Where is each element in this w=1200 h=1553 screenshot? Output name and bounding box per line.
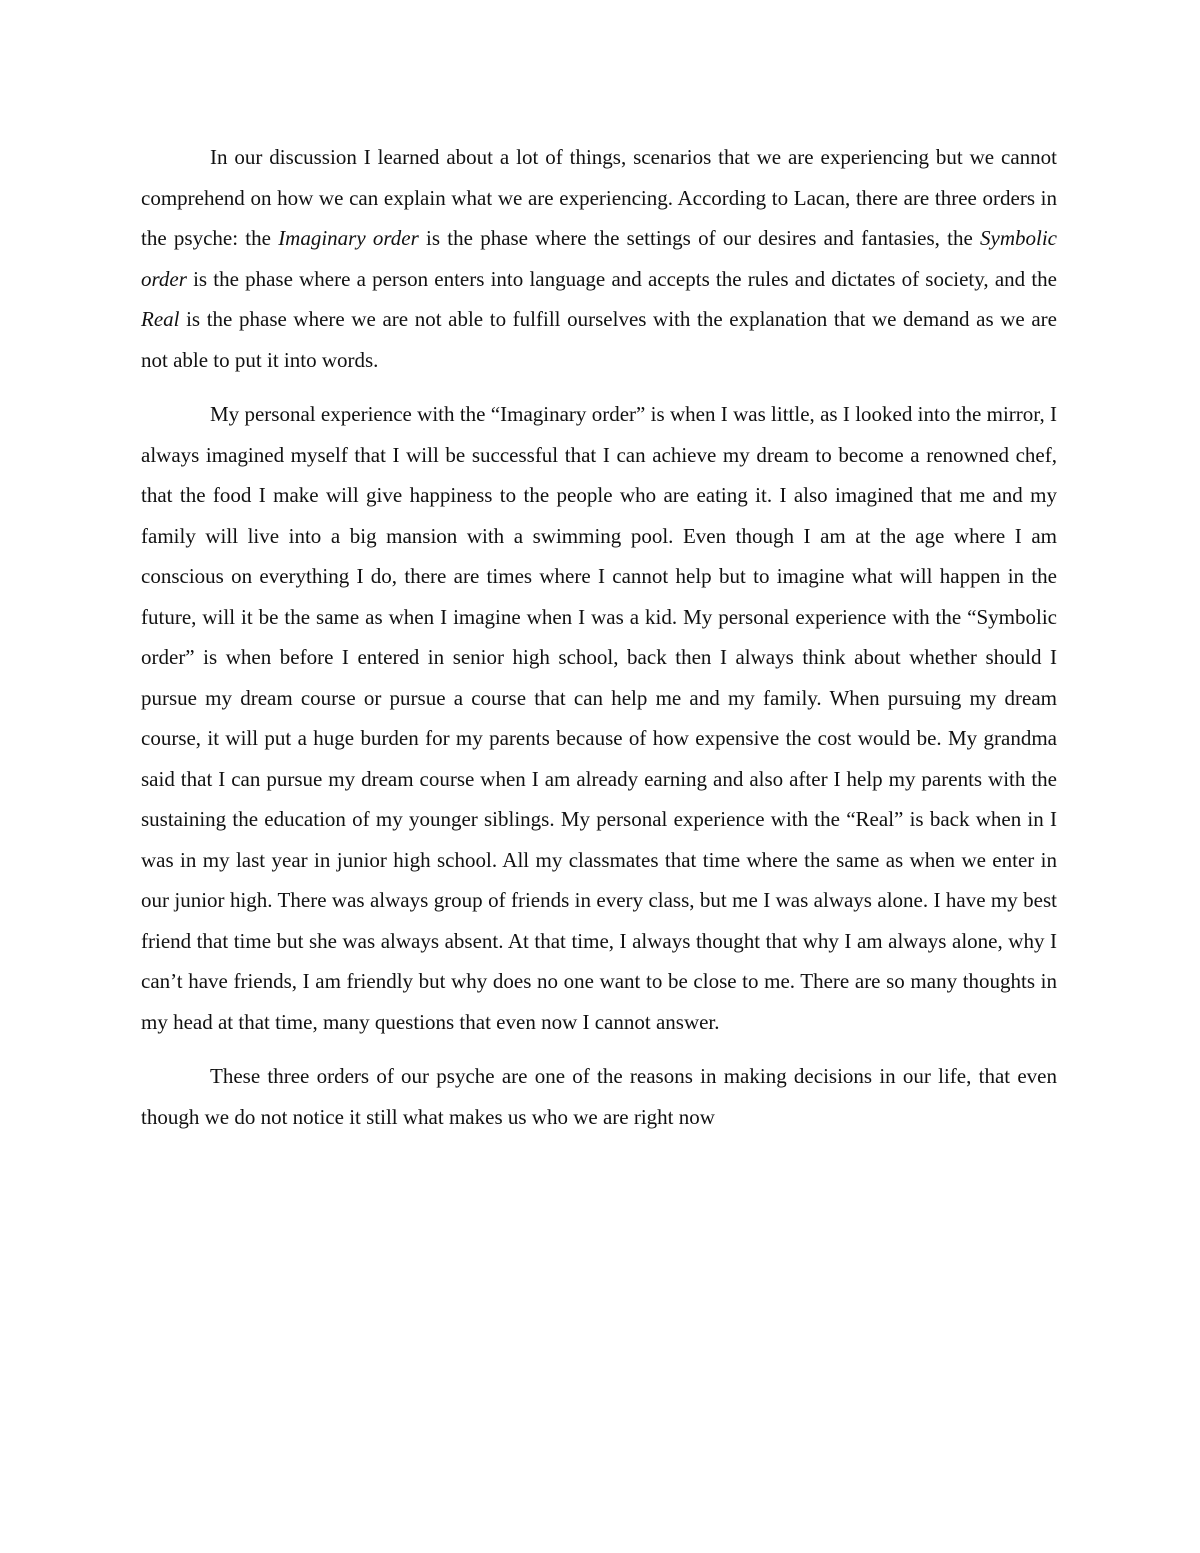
text-segment: My personal experience with the “Imaginary order” is when I was little, as I looked into the mirror, I always imagined myself that I will be successful that I can achieve my dream to become a renowned chef, that the food I make will give happiness to the people who are eating it. I also imagined that me and my family will live into a big mansion with a swimming pool. Even though I am at the age where I am conscious on everything I do, there are times where I cannot help but to imagine what will happen in the future, will it be the same as when I imagine when I was a kid. My personal experience with the “Symbolic order” is when before I entered in senior high school, back then I always think about whether should I pursue my dream course or pursue a course that can help me and my family. When pursuing my dream course, it will put a huge burden for my parents because of how expensive the cost would be. My grandma said that I can pursue my dream course when I am already earning and also after I help my parents with the sustaining the education of my younger siblings. My personal experience with the “Real” is back when in I was in my last year in junior high school. All my classmates that time where the same as when we enter in our junior high. There was always group of friends in every class, but me I was always alone. I have my best friend that time but she was always absent. At that time, I always thought that why I am always alone, why I can’t have friends, I am friendly but why does no one want to be close to me. There are so many thoughts in my head at that time, many questions that even now I cannot answer. [141,402,1057,1034]
text-segment: is the phase where the settings of our desires and fantasies, the [418,226,981,250]
text-segment: These three orders of our psyche are one of the reasons in making decisions in our life, that even though we do not notice it still what makes us who we are right now [141,1064,1057,1129]
italic-term-real: Real [141,307,180,331]
document-body [141,137,1057,1151]
italic-term-imaginary-order: Imaginary order [278,226,419,250]
paragraph-lacan-orders [141,137,1057,380]
paragraph-conclusion [141,1056,1057,1137]
italic-term-symbolic-order: Symbolic order [141,226,1057,291]
paragraph-personal-experience [141,394,1057,1042]
text-segment: In our discussion I learned about a lot of things, scenarios that we are experiencing but we cannot comprehend on how we can explain what we are experiencing. According to Lacan, there are three orders in the psyche: the [141,145,1057,250]
text-segment: is the phase where a person enters into language and accepts the rules and dictates of society, and the [186,266,1057,291]
text-segment: is the phase where we are not able to fulfill ourselves with the explanation that we demand as we are not able to put it into words. [141,307,1057,372]
